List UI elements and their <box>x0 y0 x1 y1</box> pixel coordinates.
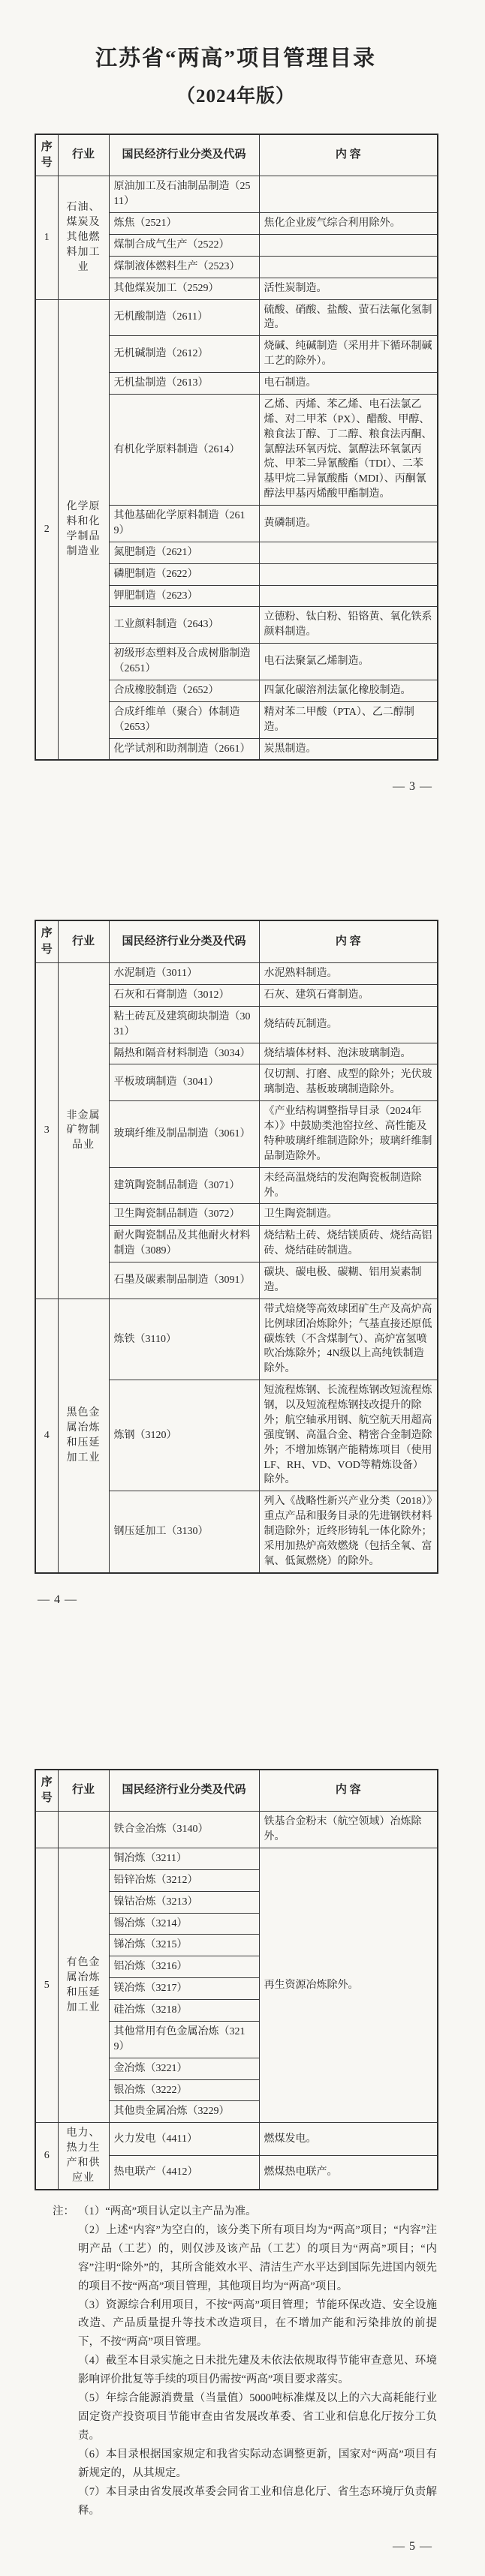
content-cell: 烧碱、纯碱制造（采用井下循环制碱工艺的除外）。 <box>259 336 438 373</box>
code-cell: 石墨及碳素制品制造（3091） <box>109 1262 259 1299</box>
content-cell: 炭黑制造。 <box>259 738 438 760</box>
code-cell: 水泥制造（3011） <box>109 963 259 985</box>
content-cell: 仅切割、打磨、成型的除外；光伏玻璃制造、基板玻璃制造除外。 <box>259 1064 438 1101</box>
table-row <box>35 299 438 336</box>
code-cell: 锡冶炼（3214） <box>109 1913 259 1935</box>
page-number-4: — 4 — <box>38 1593 77 1606</box>
content-cell: 碳块、碳电极、碳糊、铝用炭素制造。 <box>259 1262 438 1299</box>
content-cell: 立德粉、钛白粉、铅铬黄、氧化铁系颜料制造。 <box>259 607 438 644</box>
code-cell: 铁合金冶炼（3140） <box>109 1812 259 1848</box>
table-header-cell: 内 容 <box>259 920 438 962</box>
industry-cell: 电力、热力生产和供应业 <box>58 2123 109 2190</box>
notes-prefix: 注： <box>53 2205 74 2217</box>
content-cell: 乙烯、丙烯、苯乙烯、电石法氯乙烯、对二甲苯（PX）、醋酸、甲醇、粮食法丁醇、丁二醇、粮食法丙酮、氯醇法环氧丙烷、氯醇法环氧氯丙烷、甲苯二异氰酸酯（TDI）、二苯基甲烷二异氰酸酯（MDI）、丙酮氰醇法甲基丙烯酸甲酯制造。 <box>259 394 438 505</box>
code-cell: 粘土砖瓦及建筑砌块制造（3031） <box>109 1006 259 1043</box>
page-number-5: — 5 — <box>393 2539 432 2553</box>
code-cell: 玻璃纤维及制品制造（3061） <box>109 1101 259 1168</box>
content-cell <box>259 256 438 278</box>
note-item <box>78 2221 437 2296</box>
code-cell: 银冶炼（3222） <box>109 2079 259 2101</box>
content-cell: 燃煤热电联产。 <box>259 2156 438 2190</box>
industry-cell: 石油、煤炭及其他燃料加工业 <box>58 176 109 299</box>
catalog-table <box>35 134 438 761</box>
code-cell: 镁冶炼（3217） <box>109 1978 259 2000</box>
table-row <box>35 1812 438 1848</box>
content-cell: 水泥熟料制造。 <box>259 963 438 985</box>
content-cell: 铁基合金粉末（航空领域）冶炼除外。 <box>259 1812 438 1848</box>
content-cell: 再生资源冶炼除外。 <box>259 1848 438 2122</box>
note-item <box>53 2202 437 2221</box>
table-row <box>35 2123 438 2156</box>
content-cell: 精对苯二甲酸（PTA）、乙二醇制造。 <box>259 701 438 738</box>
table-header-cell: 序号 <box>35 1770 58 1812</box>
catalog-section-page5 <box>35 1769 437 2553</box>
code-cell: 炼铁（3110） <box>109 1299 259 1380</box>
code-cell: 无机碱制造（2612） <box>109 336 259 373</box>
content-cell <box>259 542 438 563</box>
table-header-cell: 行业 <box>58 134 109 176</box>
code-cell: 煤制液体燃料生产（2523） <box>109 256 259 278</box>
code-cell: 卫生陶瓷制品制造（3072） <box>109 1204 259 1226</box>
table-header-cell: 内 容 <box>259 134 438 176</box>
content-cell: 四氯化碳溶剂法氯化橡胶制造。 <box>259 680 438 701</box>
code-cell: 工业颜料制造（2643） <box>109 607 259 644</box>
table-row <box>35 1299 438 1380</box>
doc-title-line2: （2024年版） <box>176 86 295 107</box>
code-cell: 化学试剂和助剂制造（2661） <box>109 738 259 760</box>
catalog-section-page4 <box>35 920 437 1606</box>
table-row <box>35 176 438 213</box>
table-header-cell: 国民经济行业分类及代码 <box>109 134 259 176</box>
code-cell: 有机化学原料制造（2614） <box>109 394 259 505</box>
table-row <box>35 1848 438 1869</box>
note-item <box>78 2296 437 2352</box>
table-header-row <box>35 920 438 962</box>
note-item-text: （6）本目录根据国家规定和我省实际动态调整更新，国家对“两高”项目有新规定的，从其规定。 <box>78 2448 437 2479</box>
content-cell <box>259 176 438 213</box>
table-header-row <box>35 1770 438 1812</box>
row-no-cell: 1 <box>35 176 58 299</box>
code-cell: 煤制合成气生产（2522） <box>109 234 259 256</box>
catalog-section-page3 <box>35 134 437 794</box>
code-cell: 其他常用有色金属冶炼（3219） <box>109 2021 259 2058</box>
content-cell: 未经高温烧结的发泡陶瓷板制造除外。 <box>259 1167 438 1204</box>
code-cell: 钾肥制造（2623） <box>109 585 259 607</box>
content-cell: 烧结砖瓦制造。 <box>259 1006 438 1043</box>
code-cell: 铜冶炼（3211） <box>109 1848 259 1869</box>
industry-cell: 黑色金属冶炼和压延加工业 <box>58 1299 109 1572</box>
table-header-cell: 序号 <box>35 920 58 962</box>
note-item-text: （3）资源综合利用项目，不按“两高”项目管理；节能环保改造、安全设施改造、产品质量提升等技术改造项目，在不增加产能和污染排放的前提下，不按“两高”项目管理。 <box>78 2298 437 2349</box>
row-no-cell: 3 <box>35 963 58 1299</box>
catalog-table <box>35 920 438 1573</box>
content-cell: 列入《战略性新兴产业分类（2018）》重点产品和服务目录的先进钢铁材料制造除外；近终形铸轧一体化除外；采用加热炉高效燃烧（包括全氧、富氧、低氮燃烧）的除外。 <box>259 1491 438 1573</box>
code-cell: 其他煤炭加工（2529） <box>109 278 259 299</box>
table-header-cell: 国民经济行业分类及代码 <box>109 920 259 962</box>
content-cell: 卫生陶瓷制造。 <box>259 1204 438 1226</box>
note-item-text: （5）年综合能源消费量（当量值）5000吨标准煤及以上的六大高耗能行业固定资产投资项目节能审查由省发展改革委、省工业和信息化厅按分工负责。 <box>78 2392 437 2442</box>
table-header-cell: 行业 <box>58 1770 109 1812</box>
note-item-text: （4）截至本目录实施之日未批先建及未依法依规取得节能审查意见、环境影响评价批复等手续的项目仍需按“两高”项目要求落实。 <box>78 2355 437 2386</box>
content-cell: 硫酸、硝酸、盐酸、萤石法氟化氢制造。 <box>259 299 438 336</box>
doc-title-line1: 江苏省“两高”项目管理目录 <box>95 47 376 71</box>
code-cell: 平板玻璃制造（3041） <box>109 1064 259 1101</box>
row-no-cell <box>35 1812 58 1848</box>
industry-cell: 有色金属冶炼和压延加工业 <box>58 1848 109 2122</box>
table-header-cell: 内 容 <box>259 1770 438 1812</box>
content-cell: 带式焙烧等高效球团矿生产及高炉高比例球团冶炼除外；气基直接还原低碳炼铁（不含煤制气）、高炉富氢喷吹冶炼除外；4N级以上高纯铁制造除外。 <box>259 1299 438 1380</box>
content-cell: 短流程炼钢、长流程炼钢改短流程炼钢，以及短流程炼钢技改提升的除外；航空轴承用钢、航空航天用超高强度钢、高温合金、精密合金制造除外；不增加炼钢产能精炼项目（使用LF、RH、VD、VOD等精炼设备）除外。 <box>259 1380 438 1491</box>
row-no-cell: 2 <box>35 299 58 760</box>
industry-cell: 化学原料和化学制品制造业 <box>58 299 109 760</box>
note-item-text: （2）上述“内容”为空白的，该分类下所有项目均为“两高”项目；“内容”注明产品（工艺）的，则仅涉及该产品（工艺）的项目为“两高”项目；“内容”注明“除外”的，其所含能效水平、清洁生产水平达到国际先进国内领先的项目不按“两高”项目管理，其他项目均为“两高”项目。 <box>78 2223 437 2292</box>
code-cell: 炼焦（2521） <box>109 213 259 235</box>
content-cell: 《产业结构调整指导目录（2024年本）》中鼓励类池窑拉丝、高性能及特种玻璃纤维制造除外；玻璃纤维制品制造除外。 <box>259 1101 438 1168</box>
note-item <box>78 2445 437 2483</box>
code-cell: 锑冶炼（3215） <box>109 1935 259 1956</box>
table-row <box>35 963 438 985</box>
industry-cell <box>58 1812 109 1848</box>
code-cell: 火力发电（4411） <box>109 2123 259 2156</box>
row-no-cell: 6 <box>35 2123 58 2190</box>
content-cell: 烧结粘土砖、烧结镁质砖、烧结高铝砖、烧结硅砖制造。 <box>259 1226 438 1262</box>
content-cell: 黄磷制造。 <box>259 506 438 542</box>
note-item <box>78 2483 437 2520</box>
content-cell <box>259 585 438 607</box>
content-cell: 烧结墙体材料、泡沫玻璃制造。 <box>259 1043 438 1064</box>
row-no-cell: 5 <box>35 1848 58 2122</box>
content-cell: 电石制造。 <box>259 373 438 395</box>
code-cell: 热电联产（4412） <box>109 2156 259 2190</box>
doc-title <box>35 45 437 108</box>
code-cell: 硅冶炼（3218） <box>109 2000 259 2022</box>
content-cell <box>259 563 438 585</box>
code-cell: 镍钴冶炼（3213） <box>109 1891 259 1913</box>
catalog-table-1 <box>35 134 437 761</box>
content-cell: 电石法聚氯乙烯制造。 <box>259 644 438 680</box>
code-cell: 建筑陶瓷制品制造（3071） <box>109 1167 259 1204</box>
content-cell: 活性炭制造。 <box>259 278 438 299</box>
content-cell: 石灰、建筑石膏制造。 <box>259 984 438 1006</box>
code-cell: 石灰和石膏制造（3012） <box>109 984 259 1006</box>
code-cell: 磷肥制造（2622） <box>109 563 259 585</box>
code-cell: 初级形态塑料及合成树脂制造（2651） <box>109 644 259 680</box>
code-cell: 耐火陶瓷制品及其他耐火材料制造（3089） <box>109 1226 259 1262</box>
note-item-text: （1）“两高”项目认定以主产品为准。 <box>78 2205 257 2217</box>
code-cell: 原油加工及石油制品制造（2511） <box>109 176 259 213</box>
content-cell: 焦化企业废气综合利用除外。 <box>259 213 438 235</box>
table-header-cell: 国民经济行业分类及代码 <box>109 1770 259 1812</box>
code-cell: 金冶炼（3221） <box>109 2058 259 2079</box>
row-no-cell: 4 <box>35 1299 58 1572</box>
page-number-3: — 3 — <box>393 780 432 794</box>
code-cell: 炼钢（3120） <box>109 1380 259 1491</box>
content-cell <box>259 234 438 256</box>
code-cell: 隔热和隔音材料制造（3034） <box>109 1043 259 1064</box>
code-cell: 其他贵金属冶炼（3229） <box>109 2101 259 2123</box>
table-header-cell: 序号 <box>35 134 58 176</box>
catalog-table-2 <box>35 920 437 1573</box>
code-cell: 合成橡胶制造（2652） <box>109 680 259 701</box>
industry-cell: 非金属矿物制品业 <box>58 963 109 1299</box>
code-cell: 无机酸制造（2611） <box>109 299 259 336</box>
code-cell: 氮肥制造（2621） <box>109 542 259 563</box>
code-cell: 铅锌冶炼（3212） <box>109 1869 259 1891</box>
code-cell: 合成纤维单（聚合）体制造（2653） <box>109 701 259 738</box>
catalog-table-3 <box>35 1769 437 2190</box>
table-header-cell: 行业 <box>58 920 109 962</box>
table-header-row <box>35 134 438 176</box>
notes <box>35 2202 437 2520</box>
content-cell: 燃煤发电。 <box>259 2123 438 2156</box>
code-cell: 铝冶炼（3216） <box>109 1956 259 1978</box>
code-cell: 钢压延加工（3130） <box>109 1491 259 1573</box>
catalog-table <box>35 1769 438 2190</box>
note-item-text: （7）本目录由省发展改革委会同省工业和信息化厅、省生态环境厅负责解释。 <box>78 2485 437 2517</box>
note-item <box>78 2352 437 2389</box>
code-cell: 其他基础化学原料制造（2619） <box>109 506 259 542</box>
code-cell: 无机盐制造（2613） <box>109 373 259 395</box>
note-item <box>78 2389 437 2445</box>
